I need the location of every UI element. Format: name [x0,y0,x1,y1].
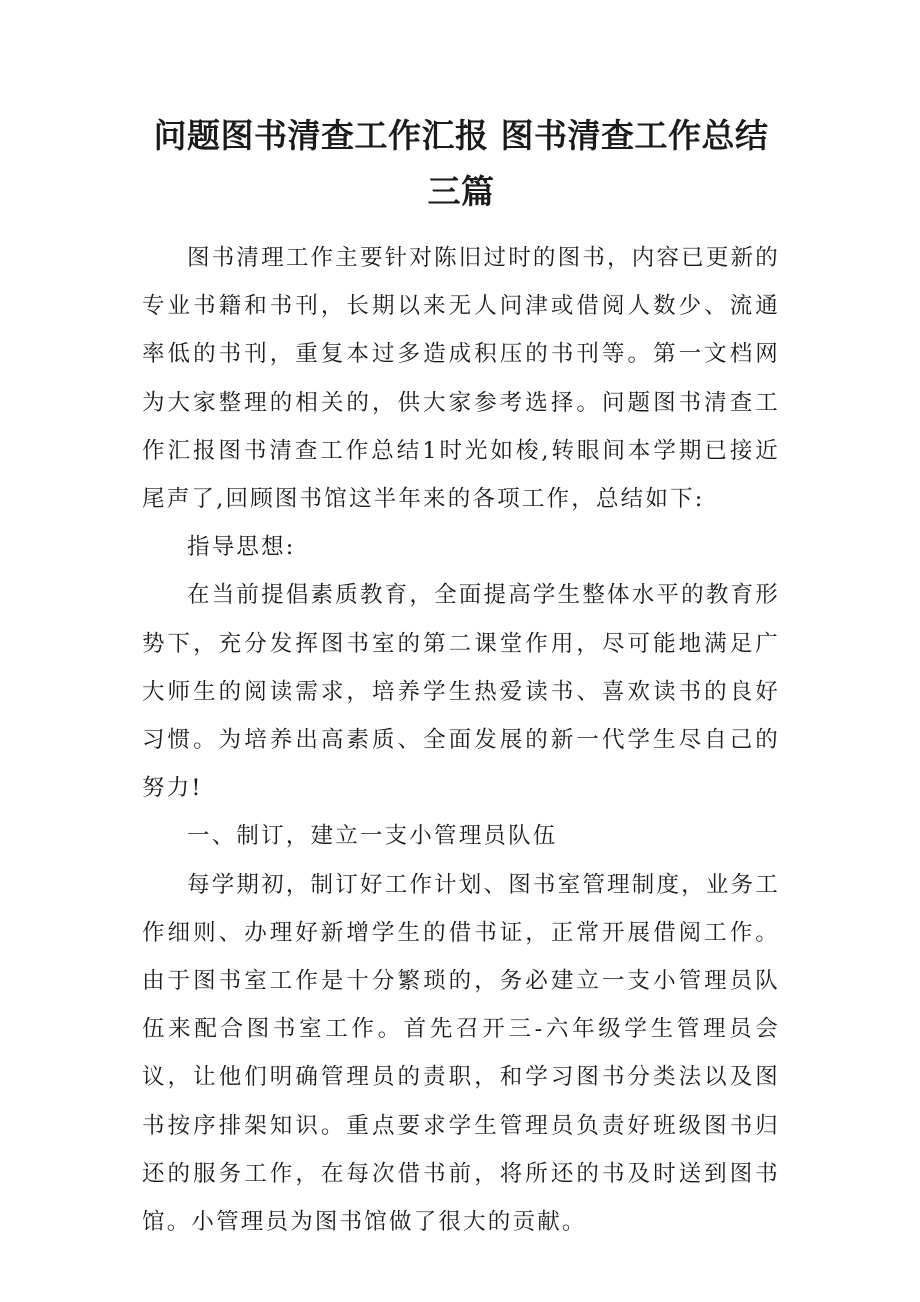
paragraph-intro: 图书清理工作主要针对陈旧过时的图书，内容已更新的专业书籍和书刊，长期以来无人问津或借阅人数少、流通率低的书刊，重复本过多造成积压的书刊等。第一文档网为大家整理的相关的，供大家参考选择。问题图书清查工作汇报图书清查工作总结1时光如梭,转眼间本学期已接近尾声了,回顾图书馆这半年来的各项工作，总结如下: [142,245,780,513]
paragraph-guiding-thought: 在当前提倡素质教育，全面提高学生整体水平的教育形势下，充分发挥图书室的第二课堂作用，尽可能地满足广大师生的阅读需求，培养学生热爱读书、喜欢读书的良好习惯。为培养出高素质、全面发展的新一代学生尽自己的努力! [142,582,780,802]
document-title: 问题图书清查工作汇报 图书清查工作总结三篇 [153,116,769,211]
section-heading-1: 一、制订，建立一支小管理员队伍 [187,823,558,850]
paragraph-section-1: 每学期初，制订好工作计划、图书室管理制度，业务工作细则、办理好新增学生的借书证，正常开展借阅工作。由于图书室工作是十分繁琐的，务必建立一支小管理员队伍来配合图书室工作。首先召开三-六年级学生管理员会议，让他们明确管理员的责职，和学习图书分类法以及图书按序排架知识。重点要求学生管理员负责好班级图书归还的服务工作，在每次借书前，将所还的书及时送到图书馆。小管理员为图书馆做了很大的贡献。 [142,871,780,1236]
paragraph-guiding-heading: 指导思想: [187,534,296,561]
document-body [142,108,780,1246]
